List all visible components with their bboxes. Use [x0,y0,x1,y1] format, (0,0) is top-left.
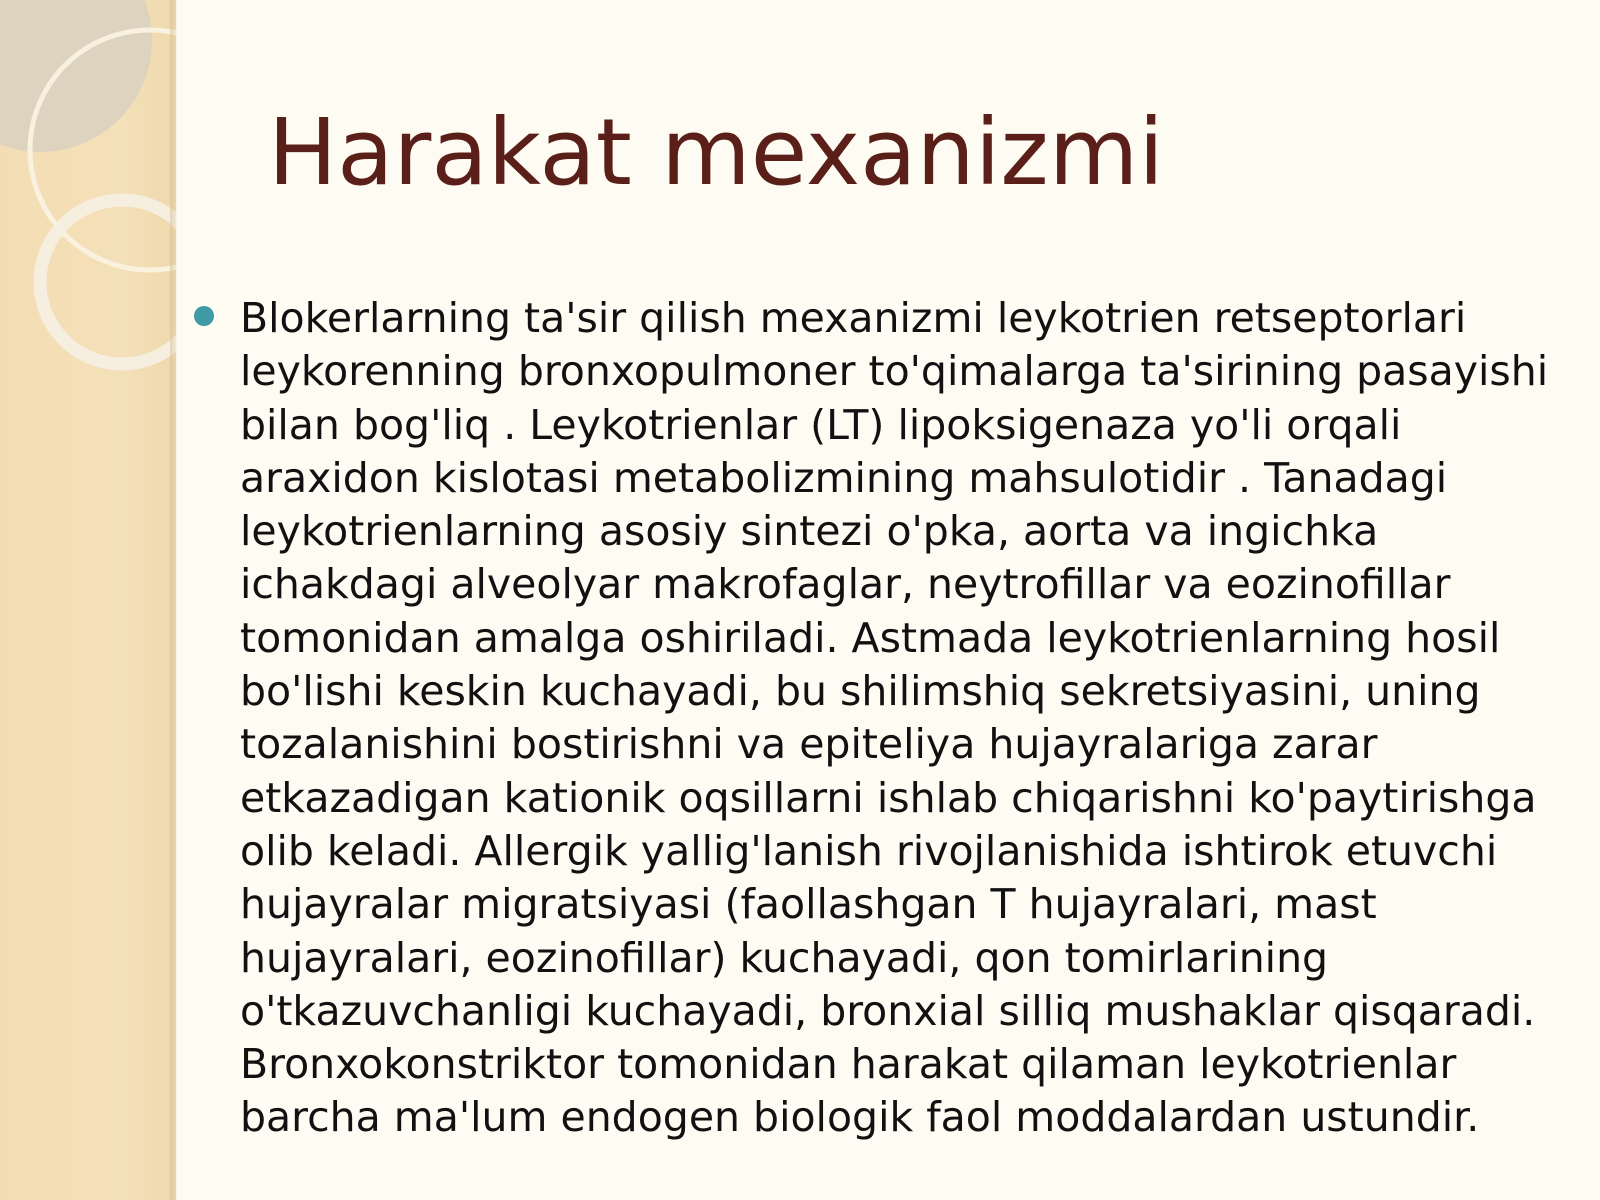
bullet-dot-icon [194,306,214,326]
decorative-circles [0,0,176,420]
side-band-shadow [170,0,178,1200]
slide-title: Harakat mexanizmi [268,99,1164,206]
bullet-list [192,292,1584,1145]
decorative-small-ring [40,200,176,364]
decorative-side-band [0,0,176,1200]
decorative-filled-circle [0,0,152,152]
bullet-text: Blokerlarning ta'sir qilish mexanizmi leykotrien retseptorlari leykorenning bronxopulmoner to'qimalarga ta'sirining pasayishi bilan bog'liq . Leykotrienlar (LT) lipoksigenaza yo'li orqali araxidon kislotasi metabolizmining mahsulotidir . Tanadagi leykotrienlarning asosiy sintezi o'pka, aorta va ingichka ichakdagi alveolyar makrofaglar, neytrofillar va eozinofillar tomonidan amalga oshiriladi. Astmada leykotrienlarning hosil bo'lishi keskin kuchayadi, bu shilimshiq sekretsiyasini, uning tozalanishini bostirishni va epiteliya hujayralariga zarar etkazadigan kationik oqsillarni ishlab chiqarishni ko'paytirishga olib keladi. Allergik yallig'lanish rivojlanishida ishtirok etuvchi hujayralar migratsiyasi (faollashgan T hujayralari, mast hujayralari, eozinofillar) kuchayadi, qon tomirlarining o'tkazuvchanligi kuchayadi, bronxial silliq mushaklar qisqaradi. Bronxokonstriktor tomonidan harakat qilaman leykotrienlar barcha ma'lum endogen biologik faol moddalardan ustundir. [240,294,1549,1142]
bullet-item [192,292,1584,1145]
